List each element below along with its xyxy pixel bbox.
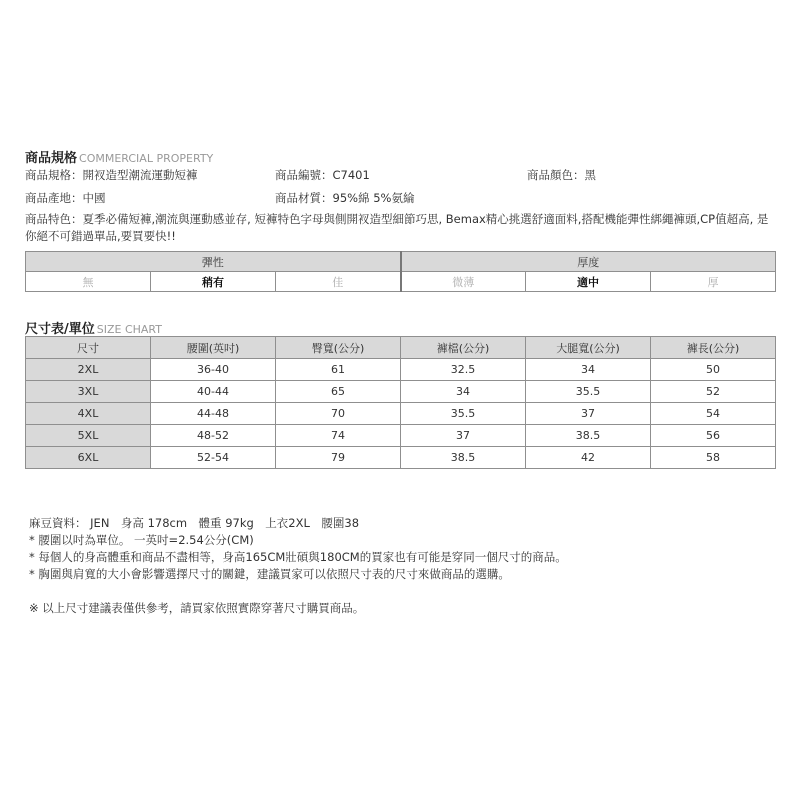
column-header: 褲檔(公分) xyxy=(401,337,526,359)
size-chart-title: 尺寸表/單位 xyxy=(25,322,95,337)
table-cell: 79 xyxy=(276,447,401,469)
size-chart-table xyxy=(25,336,776,469)
table-cell: 58 xyxy=(651,447,776,469)
column-header: 尺寸 xyxy=(26,337,151,359)
spec-section-title xyxy=(25,147,213,166)
table-cell: 40-44 xyxy=(151,381,276,403)
table-cell: 52-54 xyxy=(151,447,276,469)
table-cell: 56 xyxy=(651,425,776,447)
product-material: 商品材質：95%綿 5%氨綸 xyxy=(275,191,415,205)
size-chart-section-title xyxy=(25,318,162,337)
table-cell: 50 xyxy=(651,359,776,381)
table-cell: 37 xyxy=(401,425,526,447)
elasticity-option: 稍有 xyxy=(151,272,276,292)
table-cell: 36-40 xyxy=(151,359,276,381)
thickness-option: 適中 xyxy=(526,272,651,292)
model-info: 麻豆資料： JEN 身高 178cm 體重 97kg 上衣2XL 腰圍38 xyxy=(29,516,360,530)
table-cell: 48-52 xyxy=(151,425,276,447)
spec-title: 商品規格 xyxy=(25,151,78,166)
size-disclaimer: ※ 以上尺寸建議表僅供參考，請買家依照實際穿著尺寸購買商品。 xyxy=(29,601,365,615)
size-cell: 3XL xyxy=(26,381,151,403)
rating-table xyxy=(25,251,776,292)
note-waist-unit: * 腰圍以吋為單位。 一英吋=2.54公分(CM) xyxy=(29,533,254,547)
table-cell: 38.5 xyxy=(401,447,526,469)
size-cell: 5XL xyxy=(26,425,151,447)
size-cell: 4XL xyxy=(26,403,151,425)
size-cell: 6XL xyxy=(26,447,151,469)
product-name: 商品規格：開衩造型潮流運動短褲 xyxy=(25,168,198,182)
table-cell: 70 xyxy=(276,403,401,425)
elasticity-option: 無 xyxy=(26,272,151,292)
table-cell: 65 xyxy=(276,381,401,403)
table-row xyxy=(26,403,776,425)
product-feature: 商品特色：夏季必備短褲,潮流與運動感並存, 短褲特色字母與側開衩造型細節巧思, Bemax精心挑選舒適面料,搭配機能彈性綁繩褲頭,CP值超高, 是你絕不可錯過單品,要買要快!! xyxy=(25,212,769,243)
table-row xyxy=(26,381,776,403)
product-color: 商品顏色：黑 xyxy=(527,168,596,182)
elasticity-header: 彈性 xyxy=(26,252,401,272)
table-cell: 34 xyxy=(526,359,651,381)
size-chart-title-en: SIZE CHART xyxy=(96,323,162,336)
table-cell: 74 xyxy=(276,425,401,447)
table-cell: 42 xyxy=(526,447,651,469)
column-header: 褲長(公分) xyxy=(651,337,776,359)
thickness-header: 厚度 xyxy=(401,252,776,272)
elasticity-option: 佳 xyxy=(276,272,401,292)
table-cell: 61 xyxy=(276,359,401,381)
thickness-option: 微薄 xyxy=(401,272,526,292)
note-body-size: * 每個人的身高體重和商品不盡相等，身高165CM壯碩與180CM的買家也有可能是穿同一個尺寸的商品。 xyxy=(29,550,567,564)
table-cell: 35.5 xyxy=(401,403,526,425)
size-chart-header-row xyxy=(26,337,776,359)
table-cell: 52 xyxy=(651,381,776,403)
column-header: 大腿寬(公分) xyxy=(526,337,651,359)
product-code: 商品編號：C7401 xyxy=(275,168,370,182)
column-header: 臀寬(公分) xyxy=(276,337,401,359)
table-cell: 37 xyxy=(526,403,651,425)
table-row xyxy=(26,425,776,447)
table-cell: 54 xyxy=(651,403,776,425)
table-row xyxy=(26,447,776,469)
column-header: 腰圍(英吋) xyxy=(151,337,276,359)
table-cell: 38.5 xyxy=(526,425,651,447)
size-cell: 2XL xyxy=(26,359,151,381)
table-cell: 44-48 xyxy=(151,403,276,425)
note-chest-shoulder: * 胸圍與肩寬的大小會影響選擇尺寸的關鍵，建議買家可以依照尺寸表的尺寸來做商品的選購。 xyxy=(29,567,510,581)
thickness-option: 厚 xyxy=(651,272,776,292)
table-cell: 35.5 xyxy=(526,381,651,403)
product-origin: 商品產地：中國 xyxy=(25,191,106,205)
table-row xyxy=(26,359,776,381)
table-cell: 34 xyxy=(401,381,526,403)
table-cell: 32.5 xyxy=(401,359,526,381)
spec-title-en: COMMERCIAL PROPERTY xyxy=(79,152,214,165)
